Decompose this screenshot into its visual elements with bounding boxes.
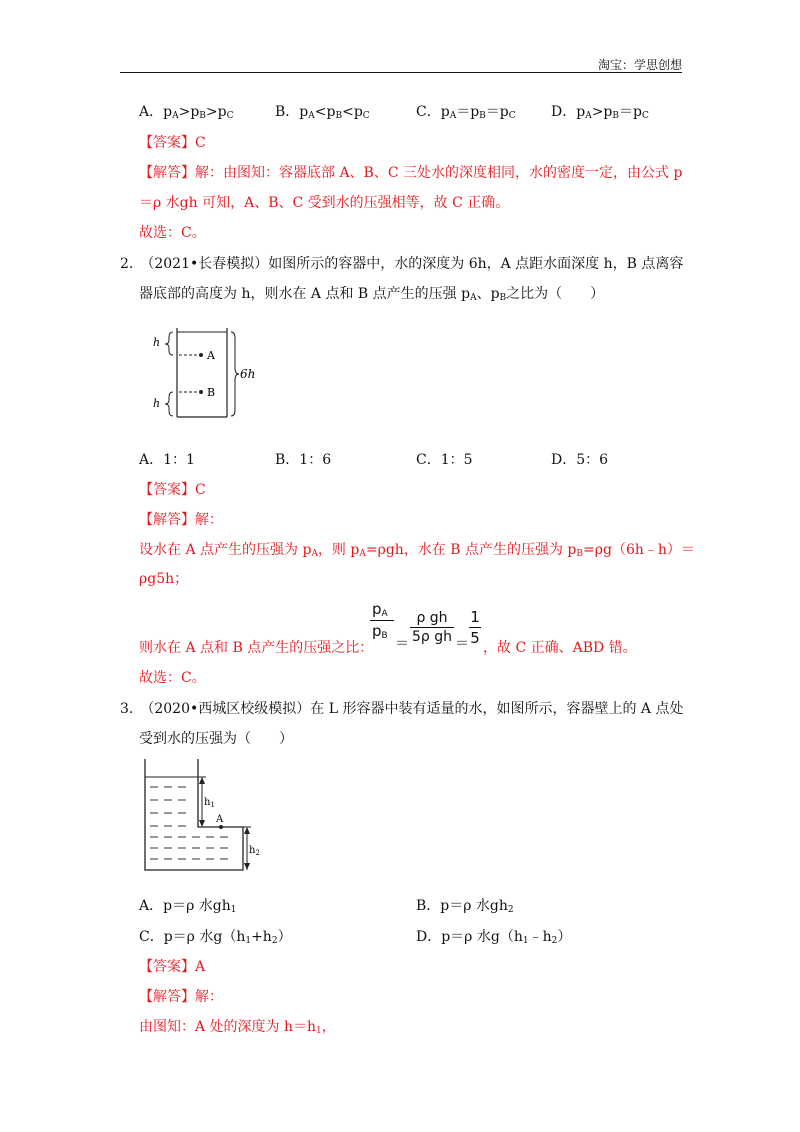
q2-conclusion: 故选：C。 xyxy=(139,670,206,686)
q1-analysis-line2: ＝ρ 水gh 可知，A、B、C 受到水的压强相等，故 C 正确。 xyxy=(139,195,510,211)
q2-label-h-top: h xyxy=(153,336,161,349)
q2-point-a xyxy=(199,353,203,357)
q3-label-h2: $h_2$ xyxy=(249,845,260,857)
q3-point-a xyxy=(219,825,223,829)
q2-label-a: A xyxy=(207,349,215,362)
q2-analysis-head: 【解答】解： xyxy=(139,512,223,528)
q3-option-b: B．p＝ρ 水$gh_2$ xyxy=(416,898,514,915)
q2-label-h-bottom: h xyxy=(153,397,161,410)
q2-label-6h: 6h xyxy=(240,367,256,381)
header-rule xyxy=(120,72,682,73)
q2-fraction-rho: ρ gh 5ρ gh xyxy=(411,610,452,645)
q2-stem-line1: 2. （2021•长春模拟）如图所示的容器中，水的深度为 6h，A 点距水面深度 h，B 点离容 xyxy=(120,256,684,272)
q2-equals-1: ＝ xyxy=(395,636,409,652)
q2-option-d: D．5：6 xyxy=(551,452,609,468)
q2-stem-line2: 器底部的高度为 h，则水在 A 点和 B 点产生的压强 $p_A$、$p_B$之比为（ ） xyxy=(139,286,605,303)
q2-fraction-pressures: $p_A$ $p_B$ xyxy=(370,600,394,641)
q2-option-b: B．1：6 xyxy=(275,452,332,468)
q2-option-c: C．1：5 xyxy=(416,452,473,468)
q3-stem-line2: 受到水的压强为（ ） xyxy=(139,731,293,747)
q2-equals-2: ＝ xyxy=(455,636,469,652)
q1-option-b: B．$p_A<p_B<p_C$ xyxy=(275,104,370,121)
q1-option-c: C．$p_A=p_B=p_C$ xyxy=(416,104,516,121)
q2-analysis-line2: ρg5h； xyxy=(139,571,189,587)
q3-stem-line1: 3. （2020•西城区校级模拟）在 L 形容器中装有适量的水，如图所示，容器壁上的 A 点处 xyxy=(120,701,684,717)
q3-l-container-figure xyxy=(140,757,270,875)
q2-ratio-tail: ，故 C 正确、ABD 错。 xyxy=(483,640,637,656)
q1-analysis-line1: 【解答】解：由图知：容器底部 A、B、C 三处水的深度相同，水的密度一定，由公式 p xyxy=(139,165,683,181)
q1-answer: 【答案】C xyxy=(139,135,206,151)
q3-option-a: A．p＝ρ 水$gh_1$ xyxy=(139,898,237,915)
q3-label-a: A xyxy=(216,814,224,825)
q3-analysis-line1: 由图知：A 处的深度为 $h=h_1$， xyxy=(139,1019,336,1036)
q2-fraction-result: 1 5 xyxy=(470,608,480,647)
q3-analysis-head: 【解答】解： xyxy=(139,989,223,1005)
q3-option-c: C．p＝ρ 水$g(h_1+h_2)$ xyxy=(139,929,292,946)
q2-ratio-text: 则水在 A 点和 B 点产生的压强之比： xyxy=(139,640,374,656)
q1-conclusion: 故选：C。 xyxy=(139,225,206,241)
q2-point-b xyxy=(199,390,203,394)
q1-option-d: D．$p_A>p_B=p_C$ xyxy=(551,104,649,121)
q2-label-b: B xyxy=(207,386,216,399)
q3-label-h1: $h_1$ xyxy=(204,797,215,809)
q3-answer: 【答案】A xyxy=(139,959,206,975)
q2-container-figure xyxy=(145,322,265,422)
q2-answer: 【答案】C xyxy=(139,482,206,498)
q2-analysis-line1: 设水在 A 点产生的压强为 $p_A$，则 $p_A=\rho gh$，水在 B 点产生的压强为 $p_B=\rho g(6h﹣h)=$ xyxy=(139,542,695,559)
header-brand: 淘宝：学思创想 xyxy=(597,58,682,72)
q3-option-d: D．p＝ρ 水$g(h_1﹣h_2)$ xyxy=(416,929,572,946)
q2-option-a: A．1：1 xyxy=(139,452,195,468)
q1-option-a: A．$p_A>p_B>p_C$ xyxy=(139,104,234,121)
